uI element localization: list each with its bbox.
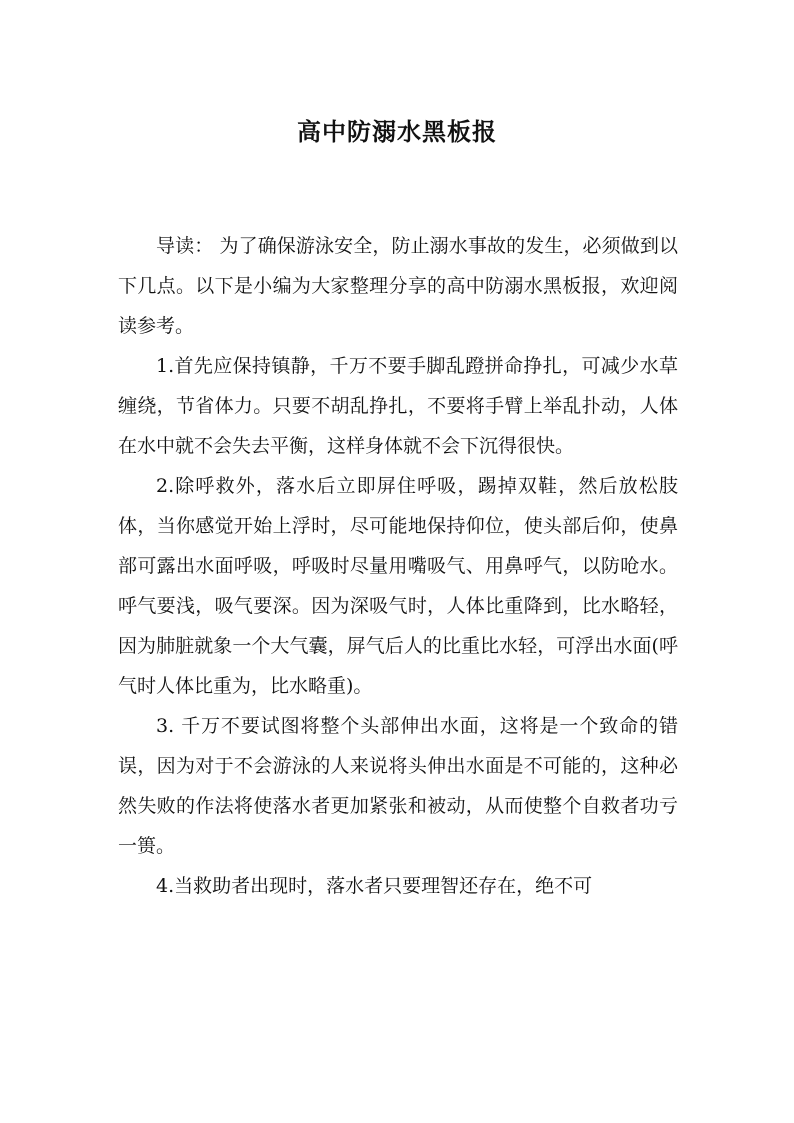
page-title: 高中防溺水黑板报 <box>297 117 497 147</box>
paragraph-point-1: 1.首先应保持镇静，千万不要手脚乱蹬拼命挣扎，可减少水草缠绕，节省体力。只要不胡乱挣扎，不要将手臂上举乱扑动，人体在水中就不会失去平衡，这样身体就不会下沉得很快。 <box>118 355 678 457</box>
paragraph-point-4: 4.当救助者出现时，落水者只要理智还存在，绝不可 <box>156 875 593 897</box>
paragraph-point-3: 3. 千万不要试图将整个头部伸出水面，这将是一个致命的错误，因为对于不会游泳的人来说将头伸出水面是不可能的，这种必然失败的作法将使落水者更加紧张和被动，从而使整个自救者功亏一篑。 <box>118 715 678 857</box>
document-body <box>118 226 678 906</box>
paragraph-point-2: 2.除呼救外，落水后立即屏住呼吸，踢掉双鞋，然后放松肢体，当你感觉开始上浮时，尽可能地保持仰位，使头部后仰，使鼻部可露出水面呼吸，呼吸时尽量用嘴吸气、用鼻呼气，以防呛水。呼气要浅，吸气要深。因为深吸气时，人体比重降到，比水略轻，因为肺脏就象一个大气囊，屏气后人的比重比水轻，可浮出水面(呼气时人体比重为，比水略重)。 <box>118 475 678 697</box>
paragraph-intro: 导读： 为了确保游泳安全，防止溺水事故的发生，必须做到以下几点。以下是小编为大家整理分享的高中防溺水黑板报，欢迎阅读参考。 <box>118 235 678 337</box>
